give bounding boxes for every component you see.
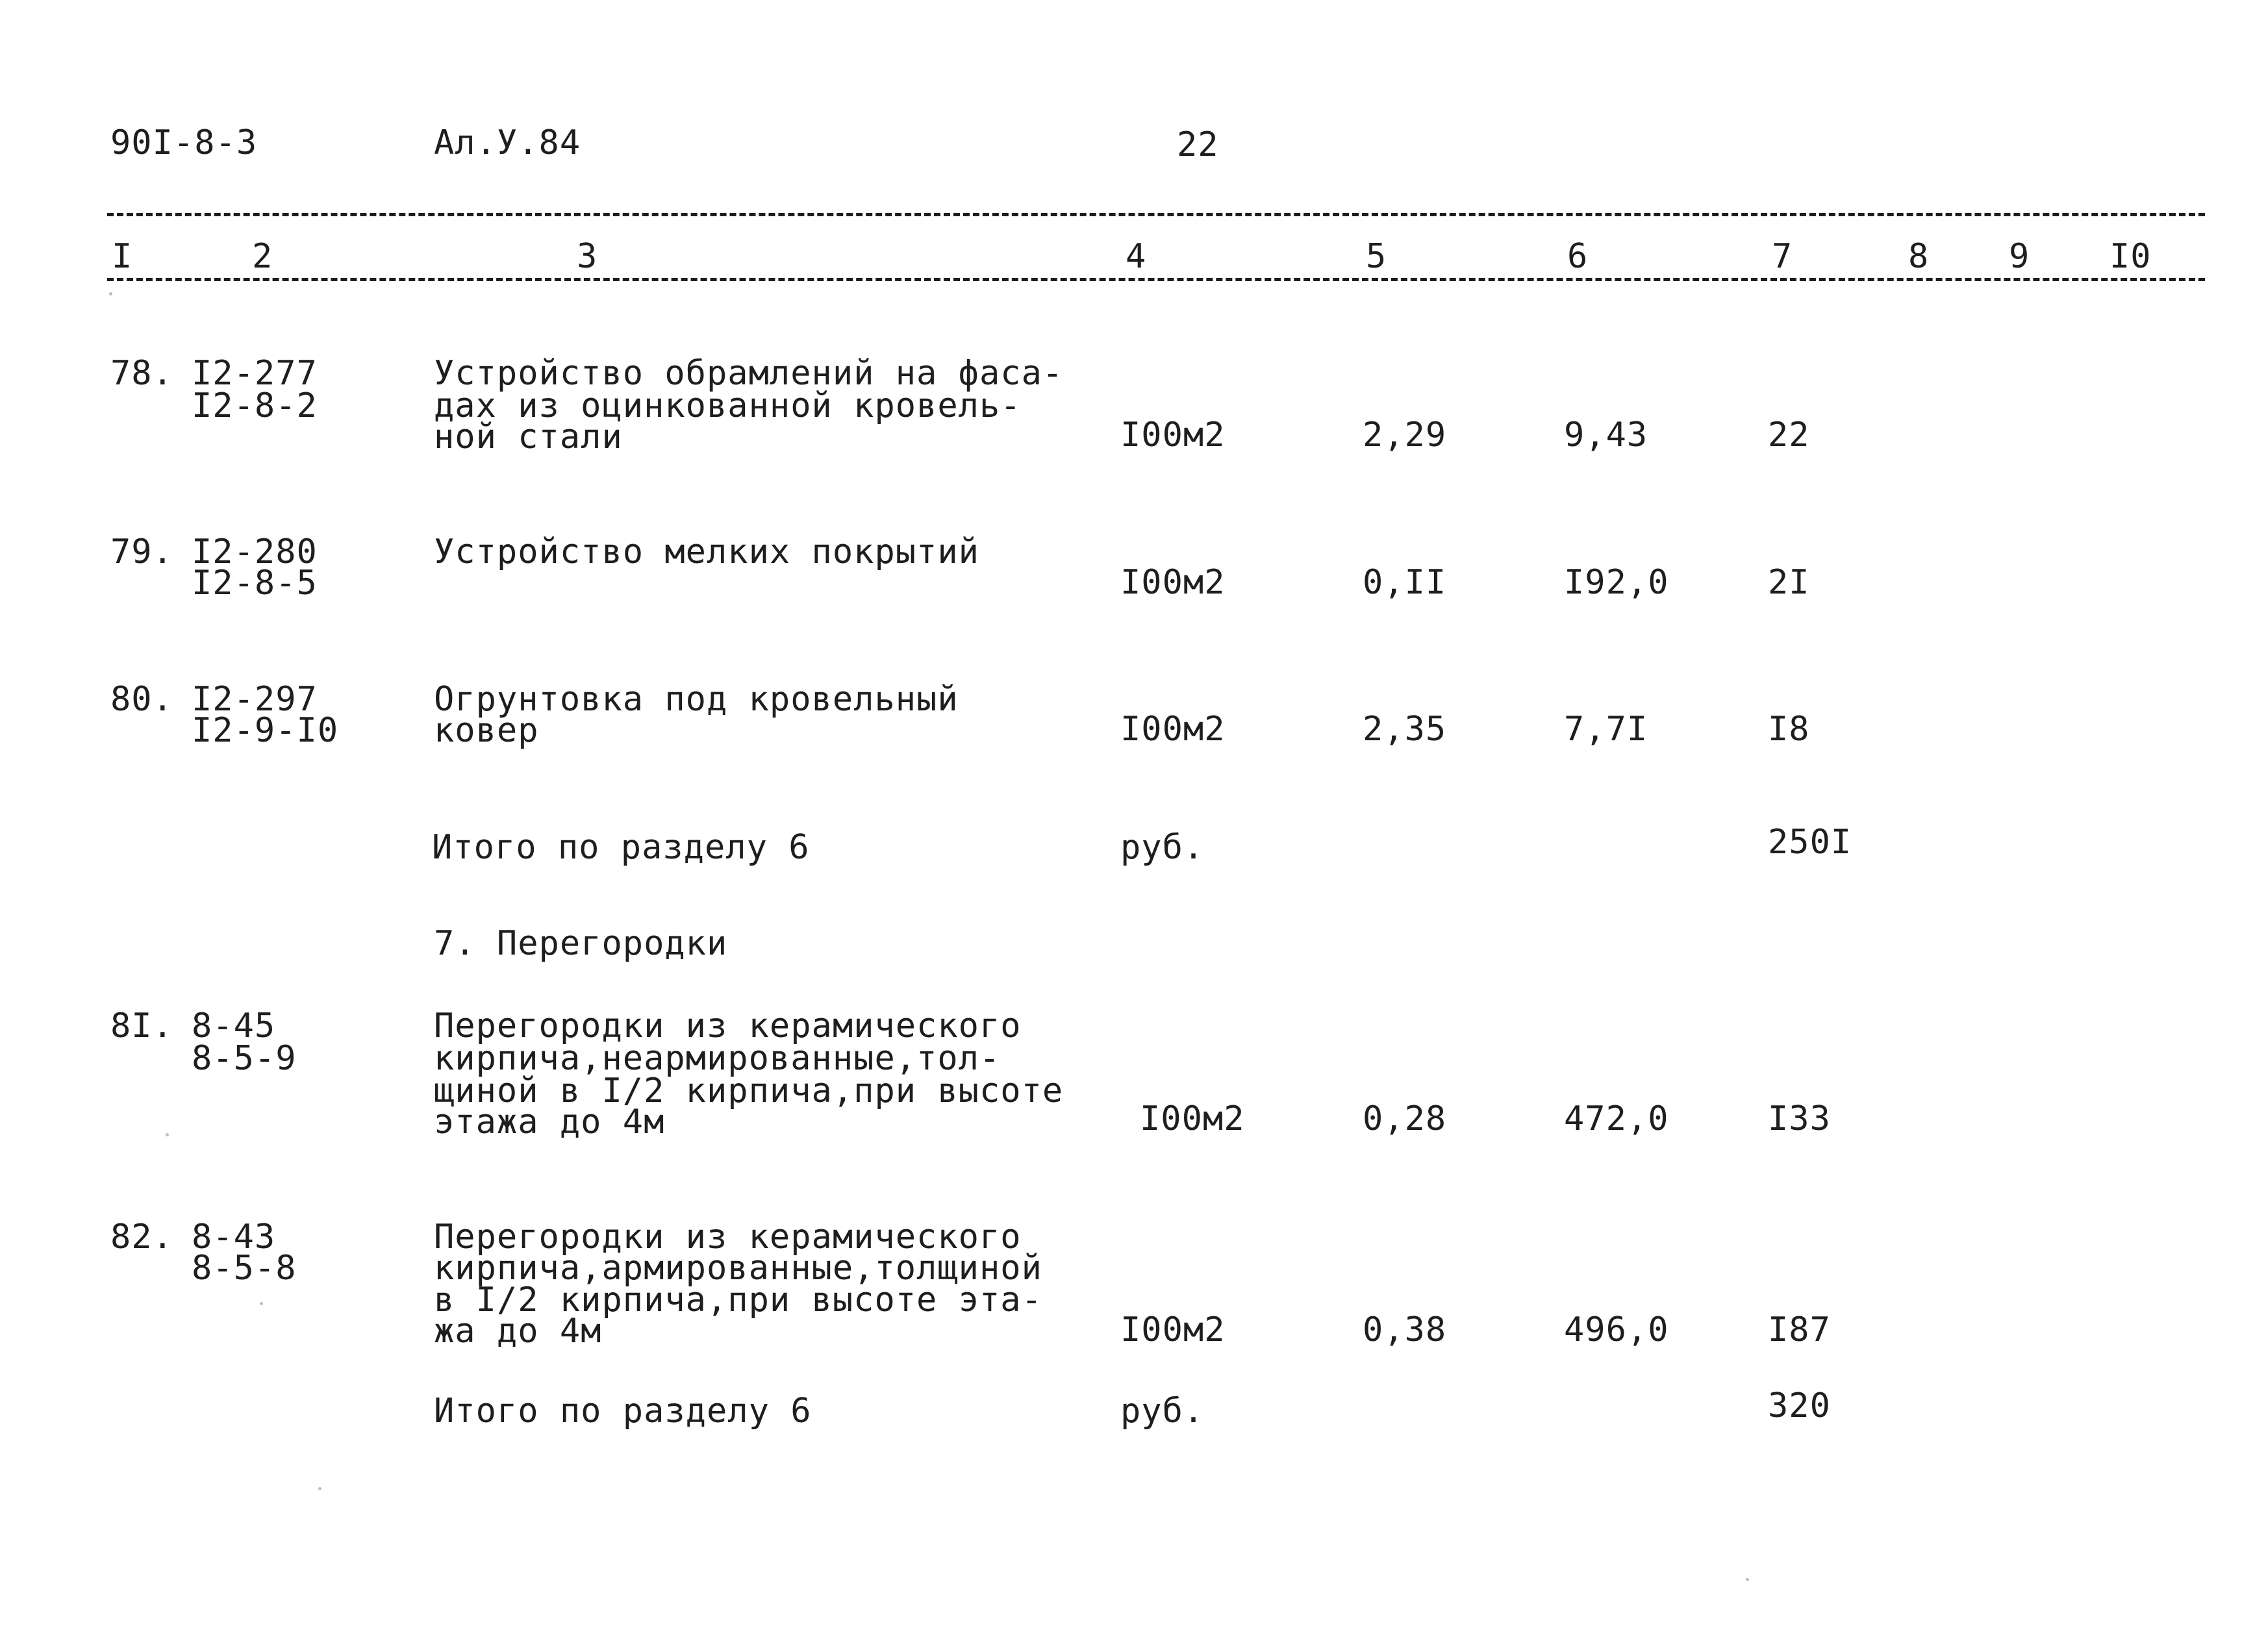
row-82-desc-2: кирпича,армированные,толщиной [434,1249,1042,1288]
row-82-desc-3: в I/2 кирпича,при высоте эта- [434,1281,1042,1320]
section-7-title: 7. Перегородки [434,924,728,963]
subtotal-2-total: 320 [1768,1386,1831,1425]
row-80-desc-2: ковер [434,711,539,750]
row-79-price: I92,0 [1564,563,1669,602]
page-number: 22 [1177,125,1219,164]
subtotal-1-total: 250I [1768,823,1852,862]
row-79-code-1: I2-280 [192,532,318,571]
scan-speck [109,292,112,295]
row-82-qty: 0,38 [1363,1310,1447,1349]
row-80-code-1: I2-297 [192,680,318,719]
row-78-price: 9,43 [1564,416,1648,455]
column-header-5: 5 [1366,237,1387,276]
subtotal-1-unit: руб. [1120,828,1205,867]
column-header-10: I0 [2109,237,2152,276]
row-81-desc-4: этажа до 4м [434,1103,665,1142]
row-81-desc-1: Перегородки из керамического [434,1007,1022,1045]
row-79-unit: I00м2 [1120,563,1226,602]
header-bottom-rule [107,278,2205,281]
row-78-desc-2: дах из оцинкованной кровель- [434,386,1022,425]
header-top-rule [107,213,2205,216]
row-80-price: 7,7I [1564,710,1648,749]
column-header-1: I [112,237,133,276]
row-80-desc-1: Огрунтовка под кровельный [434,680,959,719]
row-81-unit: I00м2 [1140,1099,1245,1138]
row-82-price: 496,0 [1564,1310,1669,1349]
row-78-total: 22 [1768,416,1810,455]
row-81-desc-2: кирпича,неармированные,тол- [434,1039,1001,1078]
document-code: 90I-8-3 [110,123,258,162]
column-header-2: 2 [252,237,273,276]
row-78-code-2: I2-8-2 [192,386,318,425]
row-82-number: 82. [110,1218,173,1257]
row-78-code-1: I2-277 [192,354,318,393]
subtotal-1-label: Итого по разделу 6 [432,828,810,867]
row-79-total: 2I [1768,563,1810,602]
scan-speck [1746,1578,1749,1581]
row-78-desc-3: ной стали [434,418,623,457]
row-82-code-1: 8-43 [192,1218,276,1257]
row-78-qty: 2,29 [1363,416,1447,455]
row-81-code-1: 8-45 [192,1007,276,1045]
column-header-3: 3 [577,237,598,276]
row-81-number: 8I. [110,1007,173,1045]
row-79-number: 79. [110,532,173,571]
row-81-desc-3: щиной в I/2 кирпича,при высоте [434,1071,1064,1110]
row-80-total: I8 [1768,710,1810,749]
column-header-7: 7 [1772,237,1793,276]
row-81-total: I33 [1768,1099,1831,1138]
row-81-code-2: 8-5-9 [192,1039,297,1078]
scan-speck [260,1302,263,1305]
subtotal-2-label: Итого по разделу 6 [434,1392,812,1431]
album-number: Ал.У.84 [434,123,581,162]
column-header-4: 4 [1126,237,1147,276]
row-81-price: 472,0 [1564,1099,1669,1138]
row-79-code-2: I2-8-5 [192,564,318,603]
column-header-6: 6 [1567,237,1589,276]
row-79-desc-1: Устройство мелких покрытий [434,532,979,571]
scan-speck [318,1487,321,1490]
row-80-qty: 2,35 [1363,710,1447,749]
scan-speck [166,1133,169,1136]
row-80-code-2: I2-9-I0 [192,711,339,750]
row-81-qty: 0,28 [1363,1099,1447,1138]
row-80-number: 80. [110,680,173,719]
row-80-unit: I00м2 [1120,710,1226,749]
row-79-qty: 0,II [1363,563,1447,602]
row-78-unit: I00м2 [1120,416,1226,455]
row-82-total: I87 [1768,1310,1831,1349]
row-78-desc-1: Устройство обрамлений на фаса- [434,354,1064,393]
column-header-9: 9 [2009,237,2030,276]
row-82-desc-4: жа до 4м [434,1312,602,1351]
row-82-desc-1: Перегородки из керамического [434,1218,1022,1257]
row-82-code-2: 8-5-8 [192,1249,297,1288]
row-78-number: 78. [110,354,173,393]
row-82-unit: I00м2 [1120,1310,1226,1349]
subtotal-2-unit: руб. [1120,1392,1205,1431]
column-header-8: 8 [1908,237,1930,276]
